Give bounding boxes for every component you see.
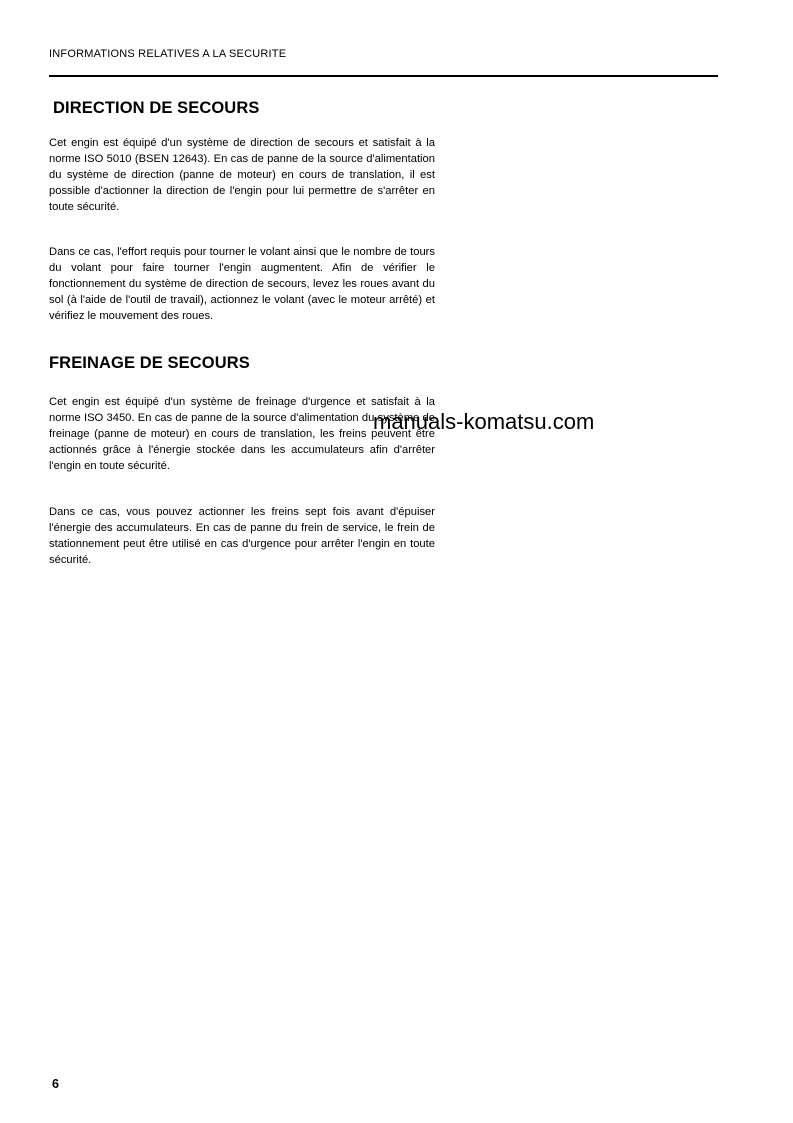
page-number: 6 [52, 1077, 59, 1091]
watermark-text: manuals-komatsu.com [373, 409, 595, 434]
section-title-direction-de-secours: DIRECTION DE SECOURS [53, 99, 260, 117]
header-divider [49, 75, 718, 77]
paragraph-freinage-2: Dans ce cas, vous pouvez actionner les freins sept fois avant d'épuiser l'énergie des accumulateurs. En cas de panne du frein de service, le frein de stationnement peut être utilisé en cas d'urgence pour arrêter l'engin en toute sécurité. [49, 506, 435, 566]
section-title-freinage-de-secours: FREINAGE DE SECOURS [49, 354, 250, 372]
paragraph-freinage-1: Cet engin est équipé d'un système de freinage d'urgence et satisfait à la norme ISO 3450. En cas de panne de la source d'alimentation du système de freinage (panne de moteur) en cours de translation, les freins peuvent être actionnés grâce à l'énergie stockée dans les accumulateurs afin d'arrêter l'engin en toute sécurité. [49, 396, 435, 472]
paragraph-direction-1: Cet engin est équipé d'un système de direction de secours et satisfait à la norme ISO 5010 (BSEN 12643). En cas de panne de la source d'alimentation du système de direction (panne de moteur) en cours de translation, il est possible d'actionner la direction de l'engin pour lui permettre de s'arrêter en toute sécurité. [49, 137, 435, 213]
paragraph-direction-2: Dans ce cas, l'effort requis pour tourner le volant ainsi que le nombre de tours du volant pour faire tourner l'engin augmentent. Afin de vérifier le fonctionnement du système de direction de secours, levez les roues avant du sol (à l'aide de l'outil de travail), actionnez le volant (avec le moteur arrêté) et vérifiez le mouvement des roues. [49, 246, 435, 322]
running-header: INFORMATIONS RELATIVES A LA SECURITE [49, 48, 287, 60]
